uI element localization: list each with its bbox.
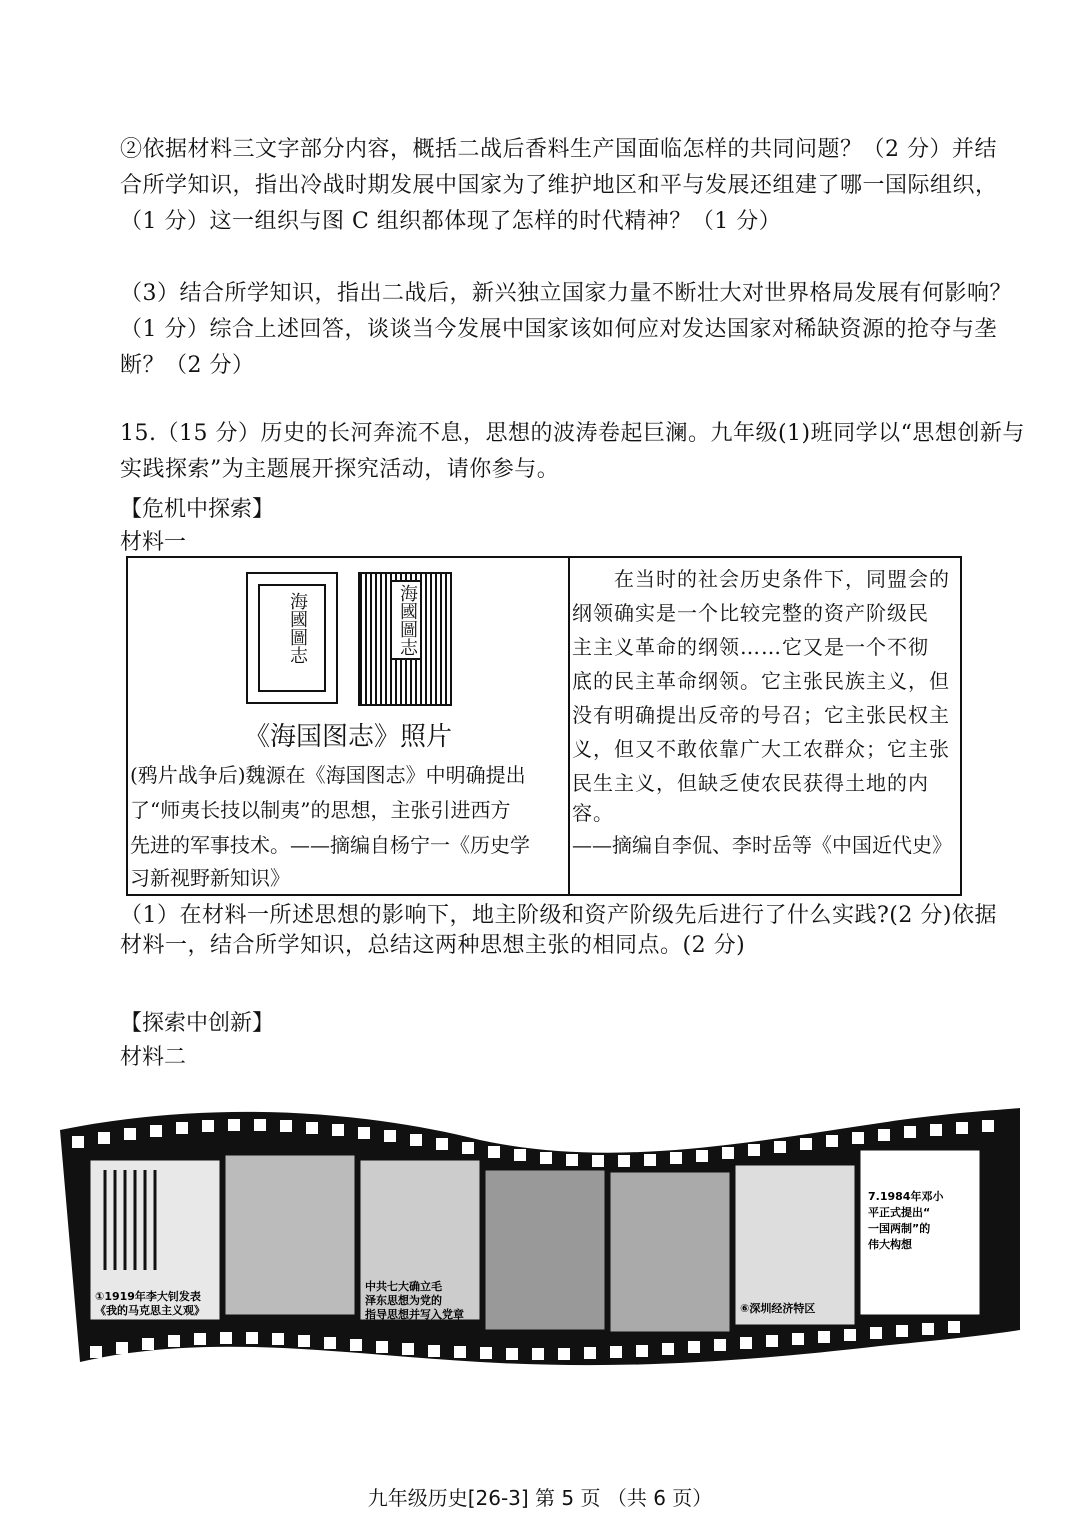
film-frame-label: ⑥深圳经济特区 [740,1302,816,1315]
film-frame-label: 泽东思想为党的 [365,1294,442,1307]
text-line: 习新视野新知识》 [130,866,290,890]
material-1-right-cell [570,558,960,894]
film-frame-6 [735,1165,855,1325]
text-line: 容。 [572,801,614,825]
text-line: (鸦片战争后)魏源在《海国图志》中明确提出 [130,763,526,787]
text-line: （1 分）这一组织与图 C 组织都体现了怎样的时代精神？（1 分） [120,209,782,234]
film-frame-label: 一国两制”的 [868,1222,931,1235]
text-line: 实践探索”为主题展开探究活动，请你参与。 [120,457,560,482]
material-1-left-cell [128,558,568,894]
text-line: 主主义革命的纲领……它又是一个不彻 [572,635,929,659]
film-frame-label: 《我的马克思主义观》 [95,1304,205,1317]
film-strip-illustration [60,1100,1020,1390]
text-line: 材料一，结合所学知识，总结这两种思想主张的相同点。(2 分) [120,933,746,958]
text-line: 了“师夷长技以制夷”的思想，主张引进西方 [130,798,511,822]
film-frame-2 [225,1155,355,1315]
book-page-photo [358,572,452,706]
photo-caption: 《海国图志》照片 [243,722,452,752]
book-cover-photo [246,572,338,704]
book-title: 海國圖志 [390,580,422,660]
film-frame-label: 7.1984年邓小 [868,1190,944,1203]
book-cover-border [258,584,326,692]
text-line: 在当时的社会历史条件下，同盟会的 [572,567,950,591]
text-line: 合所学知识，指出冷战时期发展中国家为了维护地区和平与发展还组建了哪一国际组织， [120,173,998,198]
material-label: 材料一 [120,530,187,555]
text-line: 没有明确提出反帝的号召；它主张民权主 [572,703,950,727]
text-line: （1）在材料一所述思想的影响下，地主阶级和资产阶级先后进行了什么实践?(2 分)依据 [120,903,997,928]
text-line: 先进的军事技术。——摘编自杨宁一《历史学 [130,833,530,857]
text-line: 纲领确实是一个比较完整的资产阶级民 [572,601,929,625]
film-frame-label: 指导思想并写入党章 [365,1308,464,1321]
text-line: （1 分）综合上述回答，谈谈当今发展中国家该如何应对发达国家对稀缺资源的抢夺与垄 [120,317,997,342]
text-line: （3）结合所学知识，指出二战后，新兴独立国家力量不断壮大对世界格局发展有何影响？ [120,281,1013,306]
film-frame-4 [485,1170,605,1330]
section-title: 【危机中探索】 [120,497,275,522]
source-line: ——摘编自李侃、李时岳等《中国近代史》 [572,833,952,857]
text-line: 底的民主革命纲领。它主张民族主义，但 [572,669,950,693]
text-line: 民生主义，但缺乏使农民获得土地的内 [572,771,929,795]
book-title: 海國圖志 [287,592,308,664]
material-label: 材料二 [120,1045,187,1070]
text-line: ②依据材料三文字部分内容，概括二战后香料生产国面临怎样的共同问题？（2 分）并结 [120,137,997,162]
page-footer: 九年级历史[26-3] 第 5 页 （共 6 页） [367,1486,713,1510]
text-line: 15.（15 分）历史的长河奔流不息，思想的波涛卷起巨澜。九年级(1)班同学以“思想创新与 [120,421,1025,446]
film-frame-label: 伟大构想 [868,1238,912,1251]
film-frame-label: 平正式提出“ [868,1206,931,1219]
film-frame-label: ①1919年李大钊发表 [95,1290,201,1303]
material-1-table [126,556,962,896]
text-line: 义，但又不敢依靠广大工农群众；它主张 [572,737,950,761]
text-line: 断？（2 分） [120,353,255,378]
section-title: 【探索中创新】 [120,1011,275,1036]
film-frame-5 [610,1172,730,1332]
film-frame-label: 中共七大确立毛 [365,1280,442,1293]
